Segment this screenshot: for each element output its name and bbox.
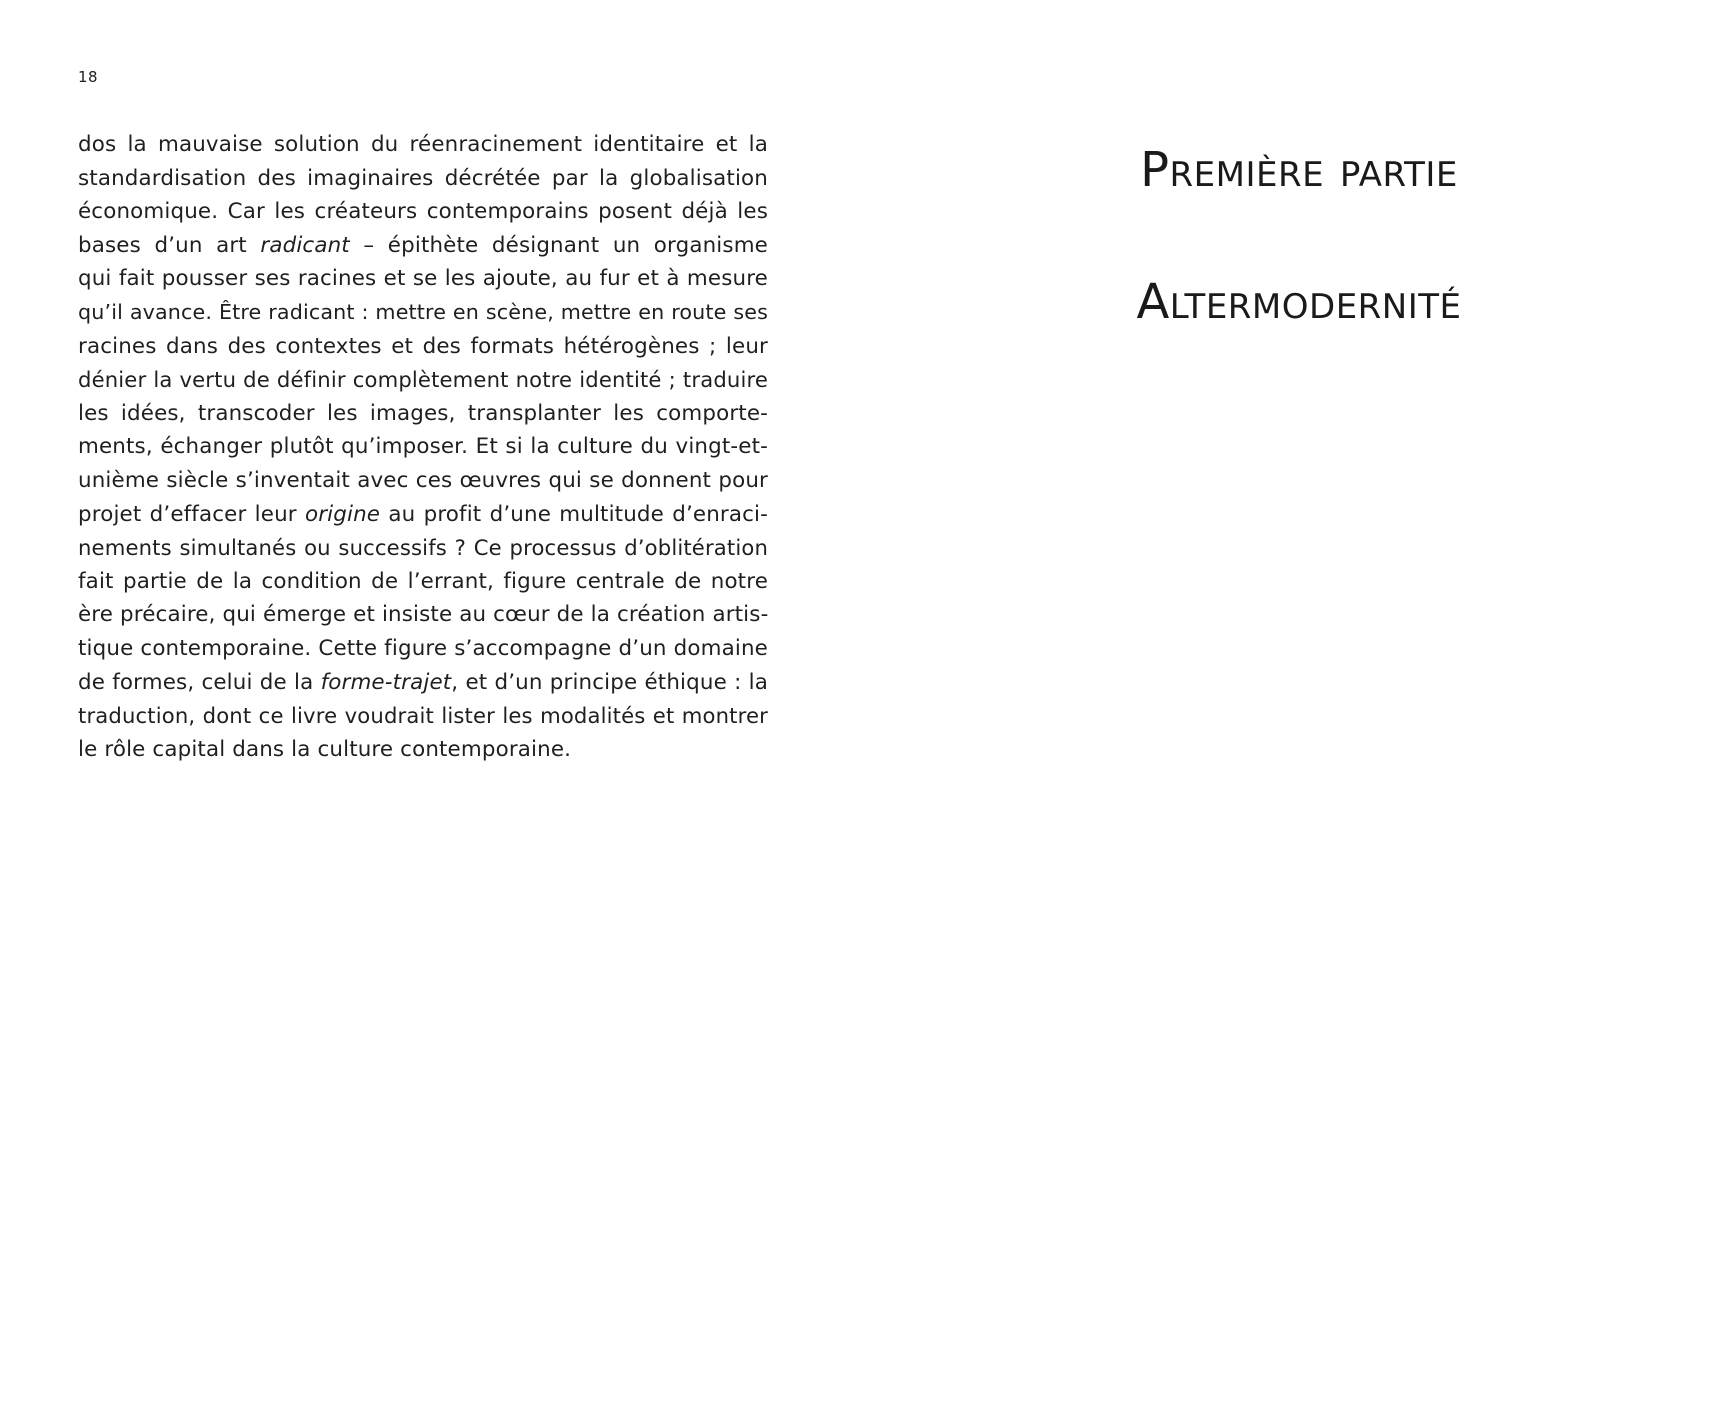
- text-line: projet d’effacer leur origine au profit d’une multitude d’enraci-: [78, 501, 768, 527]
- text-line: unième siècle s’inventait avec ces œuvres qui se donnent pour: [78, 467, 768, 493]
- part-label-heading: Première partie: [1140, 142, 1458, 198]
- text-line: ère précaire, qui émerge et insiste au cœur de la création artis-: [78, 602, 769, 628]
- text-line: le rôle capital dans la culture contemporaine.: [78, 736, 572, 762]
- text-line: standardisation des imaginaires décrétée par la globalisation: [78, 165, 768, 191]
- text-line: ments, échanger plutôt qu’imposer. Et si la culture du vingt-et-: [78, 434, 768, 460]
- text-line: qui fait pousser ses racines et se les ajoute, au fur et à mesure: [78, 266, 768, 292]
- text-line: les idées, transcoder les images, transplanter les comporte-: [78, 400, 768, 426]
- text-line: nements simultanés ou successifs ? Ce processus d’oblitération: [78, 535, 768, 561]
- italic-term: origine: [304, 501, 381, 527]
- text-line: bases d’un art radicant – épithète désignant un organisme: [78, 232, 768, 258]
- text-line: dos la mauvaise solution du réenracinement identitaire et la: [78, 132, 768, 157]
- text-line: qu’il avance. Être radicant : mettre en scène, mettre en route ses: [78, 299, 768, 324]
- text-line: économique. Car les créateurs contemporains posent déjà les: [78, 199, 768, 225]
- italic-term: forme-trajet: [320, 669, 452, 695]
- part-title-heading: Altermodernité: [1136, 274, 1462, 330]
- text-line: fait partie de la condition de l’errant, figure centrale de notre: [78, 568, 768, 594]
- text-line: dénier la vertu de définir complètement notre identité ; traduire: [78, 367, 768, 393]
- page-number: 18: [78, 68, 99, 86]
- text-line: racines dans des contextes et des formats hétérogènes ; leur: [78, 333, 768, 359]
- text-line: tique contemporaine. Cette figure s’accompagne d’un domaine: [78, 635, 768, 661]
- body-paragraph: [78, 128, 768, 766]
- text-line: de formes, celui de la forme-trajet, et d’un principe éthique : la: [78, 669, 768, 695]
- text-line: traduction, dont ce livre voudrait lister les modalités et montrer: [78, 703, 768, 729]
- italic-term: radicant: [260, 232, 350, 258]
